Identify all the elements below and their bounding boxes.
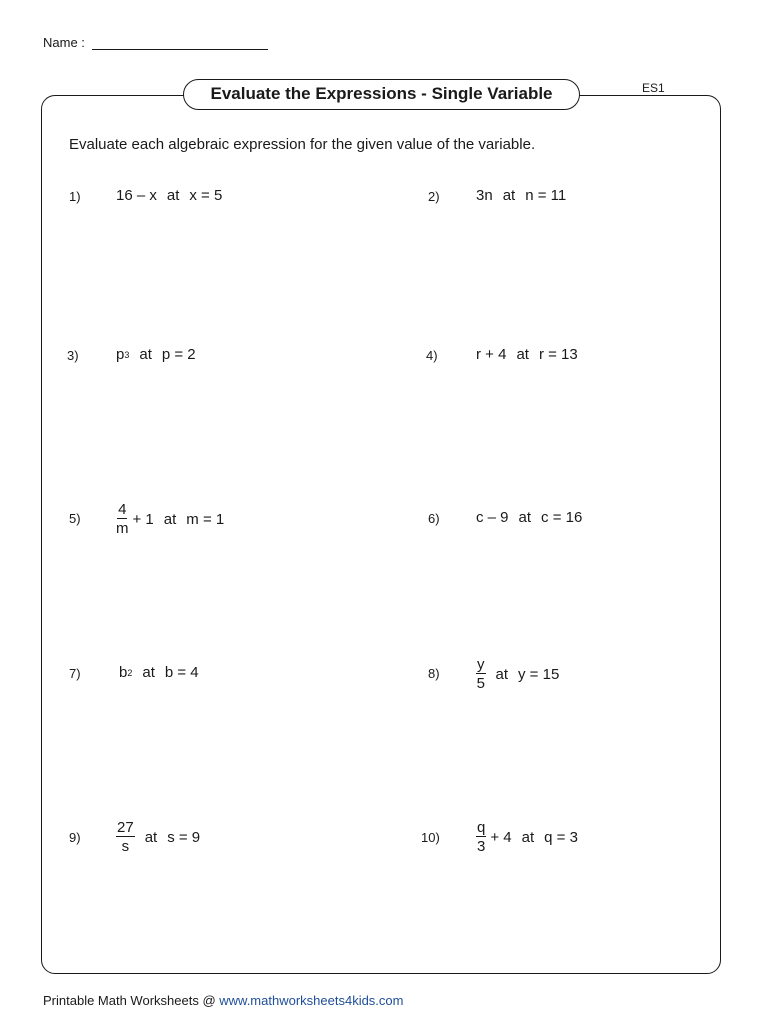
problem-number: 9) — [69, 830, 81, 845]
at-text: at — [516, 346, 529, 363]
at-text: at — [144, 828, 158, 846]
fraction-denominator: 5 — [476, 675, 485, 692]
expression-base: p — [116, 346, 125, 363]
condition-text: s = 9 — [167, 828, 201, 846]
worksheet-title: Evaluate the Expressions - Single Variable — [183, 79, 580, 110]
name-row — [43, 35, 268, 50]
problem-expression — [476, 657, 559, 691]
fraction-denominator: m — [116, 520, 129, 537]
fraction-denominator: s — [121, 838, 130, 855]
at-text: at — [142, 664, 155, 681]
problem-expression — [116, 187, 222, 204]
fraction-numerator: y — [477, 656, 485, 673]
problem-number: 2) — [428, 189, 440, 204]
problem-number: 3) — [67, 348, 79, 363]
at-text: at — [166, 187, 180, 204]
at-text: at — [518, 509, 532, 526]
problem-number: 6) — [428, 511, 440, 526]
exponent: 2 — [127, 667, 133, 678]
fraction-numerator: 27 — [117, 819, 134, 836]
problem-number: 5) — [69, 511, 81, 526]
problem-expression — [476, 187, 566, 204]
expression-text: 3n — [476, 187, 493, 204]
condition-text: n = 11 — [525, 187, 567, 204]
fraction — [116, 820, 135, 854]
expression-base: b — [119, 664, 128, 681]
problem-expression — [116, 820, 200, 854]
condition-text: m = 1 — [186, 510, 225, 528]
expression-text: c – 9 — [476, 509, 509, 526]
problem-expression — [116, 502, 224, 536]
expression-text: 16 – x — [116, 187, 157, 204]
footer-url-link[interactable]: www.mathworksheets4kids.com — [219, 993, 404, 1008]
exponent: 3 — [124, 349, 130, 360]
at-text: at — [163, 510, 177, 528]
at-text: at — [502, 187, 516, 204]
condition-text: r = 13 — [538, 346, 578, 363]
expression-tail: + 4 — [490, 828, 512, 846]
at-text: at — [521, 828, 535, 846]
problem-expression — [476, 509, 582, 526]
condition-text: p = 2 — [161, 346, 196, 363]
worksheet-code: ES1 — [642, 81, 665, 95]
at-text: at — [495, 665, 509, 683]
problem-number: 10) — [421, 830, 440, 845]
fraction-numerator: 4 — [118, 501, 127, 518]
condition-text: q = 3 — [544, 828, 578, 846]
problem-expression — [116, 346, 196, 363]
problem-expression — [476, 820, 578, 854]
condition-text: b = 4 — [164, 664, 199, 681]
problem-number: 1) — [69, 189, 81, 204]
problem-number: 7) — [69, 666, 81, 681]
fraction — [476, 820, 486, 854]
condition-text: y = 15 — [518, 665, 560, 683]
problem-number: 4) — [426, 348, 438, 363]
condition-text: c = 16 — [541, 509, 583, 526]
name-line — [92, 35, 268, 50]
expression-tail: + 1 — [132, 510, 154, 528]
name-label: Name : — [43, 35, 85, 50]
fraction-denominator: 3 — [477, 838, 486, 855]
footer — [43, 993, 403, 1008]
at-text: at — [139, 346, 152, 363]
fraction-numerator: q — [477, 819, 486, 836]
fraction — [116, 502, 129, 536]
instructions: Evaluate each algebraic expression for the given value of the variable. — [69, 136, 536, 153]
footer-label: Printable Math Worksheets @ — [43, 993, 220, 1008]
problem-number: 8) — [428, 666, 440, 681]
expression-text: r + 4 — [476, 346, 507, 363]
condition-text: x = 5 — [189, 187, 223, 204]
problem-expression — [119, 664, 199, 681]
problem-expression — [476, 346, 578, 363]
fraction — [476, 657, 486, 691]
